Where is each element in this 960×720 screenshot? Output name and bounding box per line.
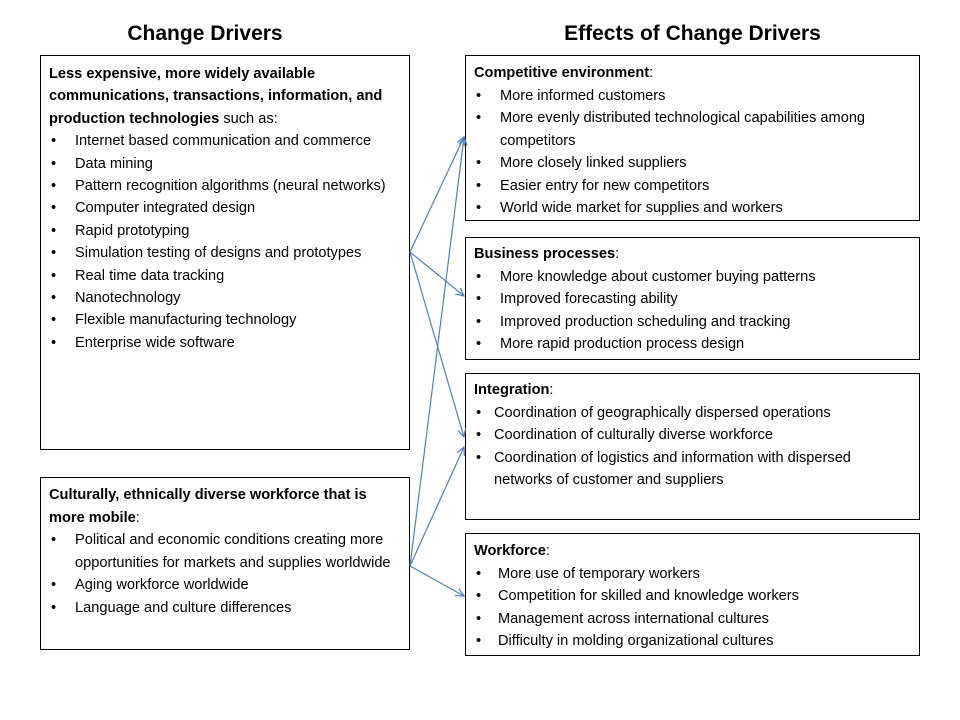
effects-heading: Effects of Change Drivers (564, 22, 821, 45)
list-item: • Computer integrated design (49, 197, 401, 219)
list-item: • Coordination of culturally diverse workforce (474, 424, 911, 447)
effect-lead (474, 62, 911, 85)
list-item: • Political and economic conditions creating more opportunities for markets and supplies worldwide (49, 529, 401, 574)
driver-lead (49, 484, 401, 529)
list-item: • Flexible manufacturing technology (49, 309, 401, 331)
effect-box-business-processes (465, 237, 920, 360)
list-item: • Real time data tracking (49, 265, 401, 287)
driver-lead (49, 63, 401, 130)
driver-lead-bold: Less expensive, more widely available communications, transactions, information, and production technologies (49, 66, 383, 127)
effect-box-integration (465, 373, 920, 520)
list-item: • Improved production scheduling and tracking (474, 311, 911, 334)
list-item: • Data mining (49, 153, 401, 175)
list-item: • Management across international cultures (474, 608, 911, 631)
effect-lead-rest: : (649, 65, 654, 81)
driver-list (49, 130, 401, 354)
list-item: • Aging workforce worldwide (49, 574, 401, 597)
list-item: • More rapid production process design (474, 333, 911, 356)
effect-box-competitive-environment (465, 55, 920, 221)
list-item: • More informed customers (474, 85, 911, 108)
effect-lead (474, 243, 911, 266)
list-item: • Coordination of geographically dispersed operations (474, 402, 911, 425)
effect-box-workforce (465, 533, 920, 656)
effect-list (474, 85, 911, 220)
effect-lead-bold: Integration (474, 382, 550, 398)
list-item: • Simulation testing of designs and prototypes (49, 242, 401, 264)
driver-lead-rest: such as: (219, 110, 278, 127)
effect-lead-bold: Competitive environment (474, 65, 650, 81)
driver-box-workforce (40, 477, 410, 650)
effect-list (474, 563, 911, 653)
driver-lead-bold: Culturally, ethnically diverse workforce that is more mobile (49, 487, 367, 526)
arrow-tech-to-business (410, 252, 464, 296)
arrow-tech-to-integration (410, 252, 464, 437)
list-item: • More closely linked suppliers (474, 152, 911, 175)
list-item: • Coordination of logistics and information with dispersed networks of customer and suppliers (474, 447, 911, 492)
arrow-workforce-to-integration (410, 447, 464, 566)
effect-lead-bold: Business processes (474, 246, 616, 262)
effect-lead-rest: : (545, 543, 550, 559)
list-item: • Difficulty in molding organizational cultures (474, 630, 911, 653)
list-item: • Rapid prototyping (49, 220, 401, 242)
list-item: • Enterprise wide software (49, 332, 401, 354)
arrow-workforce-to-competitive (410, 137, 464, 566)
list-item: • More use of temporary workers (474, 563, 911, 586)
list-item: • World wide market for supplies and workers (474, 197, 911, 220)
effect-list (474, 402, 911, 492)
list-item: • Nanotechnology (49, 287, 401, 309)
driver-list (49, 529, 401, 619)
list-item: • Language and culture differences (49, 597, 401, 620)
list-item: • Easier entry for new competitors (474, 175, 911, 198)
arrow-workforce-to-workforce (410, 566, 464, 596)
effect-lead (474, 540, 911, 563)
list-item: • Competition for skilled and knowledge workers (474, 585, 911, 608)
arrow-tech-to-competitive (410, 137, 464, 252)
effect-lead-bold: Workforce (474, 543, 546, 559)
list-item: • More evenly distributed technological capabilities among competitors (474, 107, 911, 152)
effect-lead (474, 379, 911, 402)
driver-box-technology (40, 55, 410, 450)
list-item: • Pattern recognition algorithms (neural networks) (49, 175, 401, 197)
effect-lead-rest: : (615, 246, 620, 262)
list-item: • Improved forecasting ability (474, 288, 911, 311)
list-item: • More knowledge about customer buying patterns (474, 266, 911, 289)
change-drivers-heading: Change Drivers (127, 22, 283, 45)
effect-lead-rest: : (549, 382, 554, 398)
driver-lead-rest: : (135, 509, 140, 526)
list-item: • Internet based communication and commerce (49, 130, 401, 152)
effect-list (474, 266, 911, 356)
